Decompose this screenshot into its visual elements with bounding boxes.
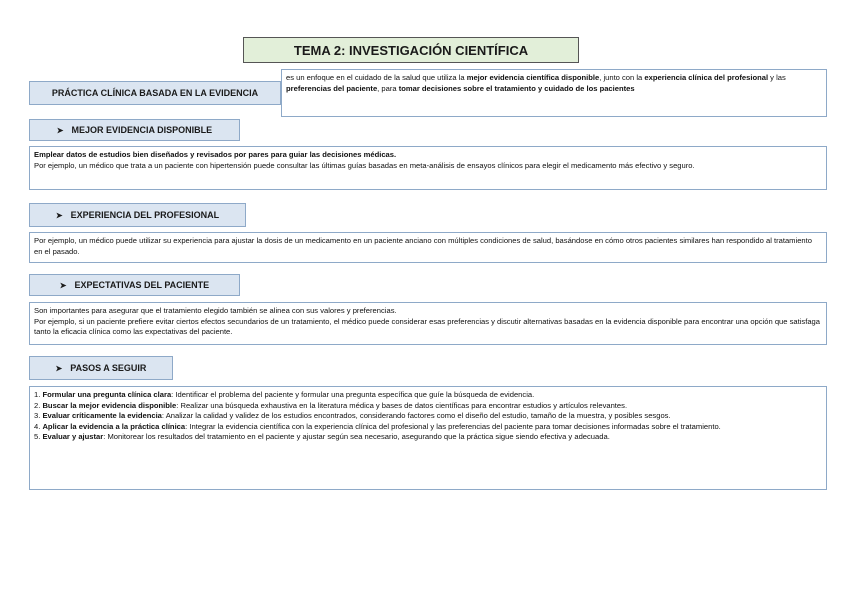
- definition-b4: tomar decisiones sobre el tratamiento y cuidado de los pacientes: [398, 83, 635, 93]
- page-title: TEMA 2: INVESTIGACIÓN CIENTÍFICA: [243, 37, 579, 63]
- step-num: 1.: [34, 390, 43, 399]
- definition-t3: y las: [768, 73, 786, 82]
- step-text: : Realizar una búsqueda exhaustiva en la literatura médica y bases de datos científicas para encontrar estudios y artículos relevantes.: [176, 400, 628, 410]
- definition-text: [286, 73, 822, 94]
- arrow-icon: ➤: [55, 210, 63, 220]
- step-item: [34, 432, 822, 443]
- mejor-evidencia-label: MEJOR EVIDENCIA DISPONIBLE: [71, 125, 213, 135]
- step-text: : Integrar la evidencia científica con la experiencia clínica del profesional y las preferencias del paciente para tomar decisiones informadas sobre el tratamiento.: [185, 421, 721, 431]
- experiencia-label: EXPERIENCIA DEL PROFESIONAL: [70, 210, 220, 220]
- experiencia-text: Por ejemplo, un médico puede utilizar su experiencia para ajustar la dosis de un medicamento en un paciente anciano con múltiples condiciones de salud, basándose en cómo otros pacientes similares han respondido al tratamiento en el pasado.: [34, 236, 812, 256]
- definition-t2: , junto con la: [599, 73, 645, 82]
- step-bold: Evaluar críticamente la evidencia: [42, 411, 162, 420]
- step-bold: Buscar la mejor evidencia disponible: [42, 400, 177, 410]
- step-text: : Monitorear los resultados del tratamiento en el paciente y ajustar según sea necesario, asegurando que la práctica sigue siendo efectiva y adecuada.: [103, 432, 610, 441]
- pasos-content: [29, 386, 827, 490]
- arrow-icon: ➤: [59, 280, 67, 290]
- step-text: : Analizar la calidad y validez de los estudios encontrados, considerando factores como el diseño del estudio, tamaño de la muestra, y posibles sesgos.: [161, 411, 671, 420]
- experiencia-header: [29, 203, 246, 227]
- arrow-icon: ➤: [56, 125, 64, 135]
- definition-b3: preferencias del paciente: [286, 83, 378, 93]
- expectativas-header: [29, 274, 240, 296]
- definition-label: [29, 81, 281, 105]
- definition-b1: mejor evidencia científica disponible: [466, 73, 600, 82]
- experiencia-content: [29, 232, 827, 263]
- expectativas-label: EXPECTATIVAS DEL PACIENTE: [74, 280, 210, 290]
- step-item: [34, 390, 822, 401]
- step-bold: Formular una pregunta clínica clara: [42, 390, 172, 399]
- definition-t4: , para: [377, 83, 399, 93]
- step-num: 3.: [34, 411, 43, 420]
- definition-t1: es un enfoque en el cuidado de la salud que utiliza la: [286, 73, 467, 82]
- step-item: [34, 401, 822, 412]
- definition-content: [281, 69, 827, 117]
- step-num: 5.: [34, 432, 43, 441]
- expectativas-content: [29, 302, 827, 345]
- step-bold: Aplicar la evidencia a la práctica clínica: [42, 421, 186, 431]
- mejor-evidencia-header: [29, 119, 240, 141]
- arrow-icon: ➤: [55, 363, 63, 373]
- pasos-header: [29, 356, 173, 380]
- pasos-label: PASOS A SEGUIR: [70, 363, 147, 373]
- step-num: 2.: [34, 400, 43, 410]
- mejor-evidencia-content: [29, 146, 827, 190]
- definition-label-text: PRÁCTICA CLÍNICA BASADA EN LA EVIDENCIA: [51, 88, 259, 98]
- mejor-evidencia-text: Por ejemplo, un médico que trata a un paciente con hipertensión puede consultar las últimas guías basadas en meta-análisis de ensayos clínicos para elegir el medicamento más efectivo y seguro.: [34, 160, 695, 170]
- mejor-evidencia-bold: Emplear datos de estudios bien diseñados y revisados por pares para guiar las decisiones médicas.: [34, 150, 397, 159]
- step-num: 4.: [34, 421, 43, 431]
- expectativas-line1: Son importantes para asegurar que el tratamiento elegido también se alinea con sus valores y preferencias.: [34, 306, 397, 315]
- step-item: [34, 411, 822, 422]
- step-bold: Evaluar y ajustar: [42, 432, 104, 441]
- step-item: [34, 422, 822, 433]
- step-text: : Identificar el problema del paciente y formular una pregunta específica que guíe la búsqueda de evidencia.: [171, 390, 535, 399]
- expectativas-line2: Por ejemplo, si un paciente prefiere evitar ciertos efectos secundarios de un tratamiento, el médico puede considerar esas preferencias y discutir alternativas basadas en la evidencia disponible para encontrar una opción que satisfaga tanto la eficacia clínica como las expectativas del paciente.: [34, 316, 820, 336]
- definition-b2: experiencia clínica del profesional: [644, 73, 769, 82]
